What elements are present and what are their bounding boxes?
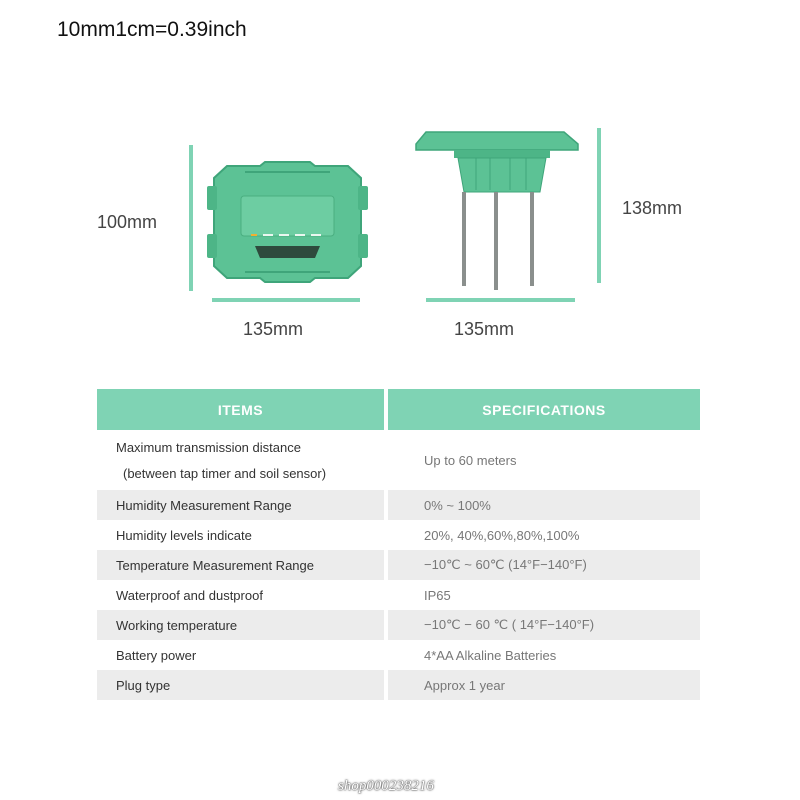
shop-watermark: shop000238216 [338,778,434,794]
sensor-side-view-image [414,128,580,292]
item-cell: Battery power [116,647,197,663]
item-cell: Temperature Measurement Range [97,550,384,580]
spec-cell: Approx 1 year [388,670,700,700]
spec-cell: IP65 [424,587,451,603]
spec-cell: 20%, 40%,60%,80%,100% [424,527,580,543]
item-sublabel: (between tap timer and soil sensor) [123,465,327,481]
front-width-bar [212,298,360,302]
item-cell: Humidity Measurement Range [97,490,384,520]
specifications-header: SPECIFICATIONS [388,389,700,430]
table-row [97,640,700,670]
item-cell: Waterproof and dustproof [116,587,263,603]
table-row [97,520,700,550]
spec-cell: 4*AA Alkaline Batteries [424,647,557,663]
table-row [97,670,700,700]
spec-cell: Up to 60 meters [424,452,517,468]
table-row [97,580,700,610]
table-row [97,490,700,520]
side-height-bar [597,128,601,283]
item-cell: Plug type [97,670,384,700]
table-header [97,389,700,430]
spec-cell: −10℃ ~ 60℃ (14°F−140°F) [388,550,700,580]
table-row [97,430,700,490]
spec-cell: −10℃ − 60 ℃ ( 14°F−140°F) [388,610,700,640]
side-width-label: 135mm [454,319,515,339]
table-row [97,610,700,640]
item-label: Maximum transmission distance [116,439,301,455]
side-width-bar [426,298,575,302]
table-row [97,550,700,580]
item-cell: Working temperature [97,610,384,640]
sensor-front-view-image [205,158,370,286]
specifications-table [97,389,700,700]
side-height-label: 138mm [622,198,683,218]
front-height-label: 100mm [97,212,158,232]
front-width-label: 135mm [243,319,304,339]
unit-conversion-note: 10mm1cm=0.39inch [57,18,247,41]
items-header: ITEMS [97,389,384,430]
spec-cell: 0% ~ 100% [388,490,700,520]
item-cell: Humidity levels indicate [116,527,252,543]
item-cell [97,430,384,490]
front-height-bar [189,145,193,291]
